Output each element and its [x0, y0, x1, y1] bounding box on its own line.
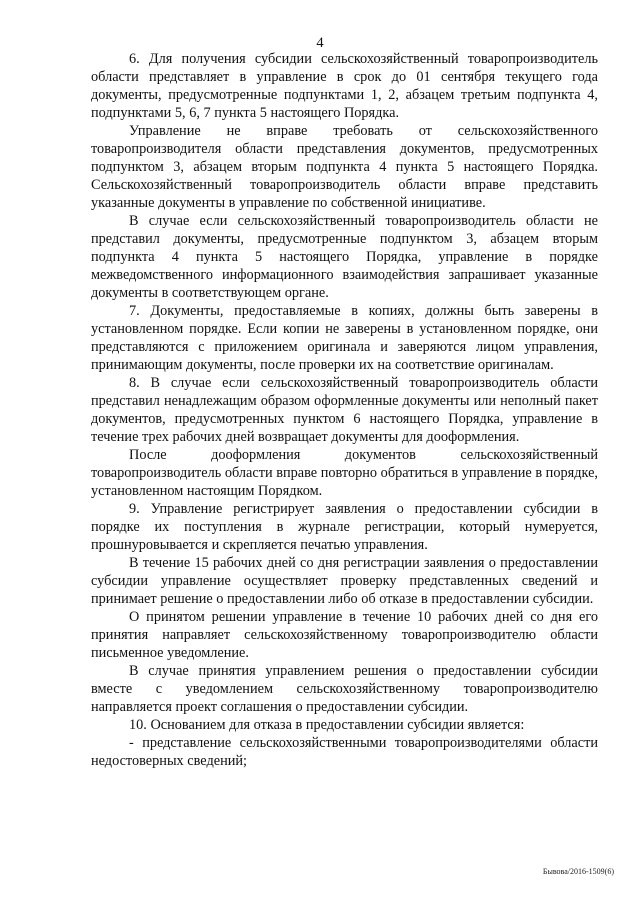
paragraph-6: 6. Для получения субсидии сельскохозяйственный товаропроизводитель области представляет в управление в срок до 01 сентября текущего года документы, предусмотренные подпунктами 1, 2, абзацем третьим подпункта 4, подпунктами 5, 6, 7 пункта 5 настоящего Порядка. [91, 51, 598, 121]
paragraph-10-item-1: - представление сельскохозяйственными товаропроизводителями области недостоверных сведений; [91, 735, 598, 769]
paragraph-10: 10. Основанием для отказа в предоставлении субсидии является: [129, 717, 525, 733]
paragraph-9: 9. Управление регистрирует заявления о предоставлении субсидии в порядке их поступления в журнале регистрации, который нумеруется, прошнуровывается и скрепляется печатью управления. [91, 501, 598, 553]
paragraph-9-notification: О принятом решении управление в течение 10 рабочих дней со дня его принятия направляет сельскохозяйственному товаропроизводителю области письменное уведомление. [91, 609, 598, 661]
paragraph-7: 7. Документы, предоставляемые в копиях, должны быть заверены в установленном порядке. Если копии не заверены в установленном порядке, они представляются с приложением оригинала и заверяются лицом управления, принимающим документы, после проверки их на соответствие оригиналам. [91, 303, 598, 373]
footer-document-code: Бывова/2016-1509(6) [542, 867, 614, 876]
paragraph-8: 8. В случае если сельскохозяйственный товаропроизводитель области представил ненадлежащим образом оформленные документы или неполный пакет документов, предусмотренных пунктом 6 настоящего Порядка, управление в течение трех рабочих дней возвращает документы для дооформления. [91, 375, 598, 445]
paragraph-6-management-restriction: Управление не вправе требовать от сельскохозяйственного товаропроизводителя области представления документов, предусмотренных подпунктом 3, абзацем вторым подпункта 4 пункта 5 настоящего Порядка. Сельскохозяйственный товаропроизводитель области вправе представить указанные документы в управление по собственной инициативе. [91, 123, 598, 211]
paragraph-9-agreement-draft: В случае принятия управлением решения о предоставлении субсидии вместе с уведомлением сельскохозяйственному товаропроизводителю направляется проект соглашения о предоставлении субсидии. [91, 663, 598, 715]
paragraph-8-resubmission: После дооформления документов сельскохозяйственный товаропроизводитель области вправе повторно обратиться в управление в порядке, установленном настоящим Порядком. [91, 447, 598, 499]
paragraph-9-review-period: В течение 15 рабочих дней со дня регистрации заявления о предоставлении субсидии управление осуществляет проверку представленных сведений и принимает решение о предоставлении либо об отказе в предоставлении субсидии. [91, 555, 598, 607]
document-body [91, 50, 598, 770]
page-number: 4 [316, 35, 324, 51]
paragraph-6-interagency-request: В случае если сельскохозяйственный товаропроизводитель области не представил документы, предусмотренные подпунктом 3, абзацем вторым подпункта 4 пункта 5 настоящего Порядка, управление в порядке межведомственного информационного взаимодействия запрашивает указанные документы в соответствующем органе. [91, 213, 598, 301]
